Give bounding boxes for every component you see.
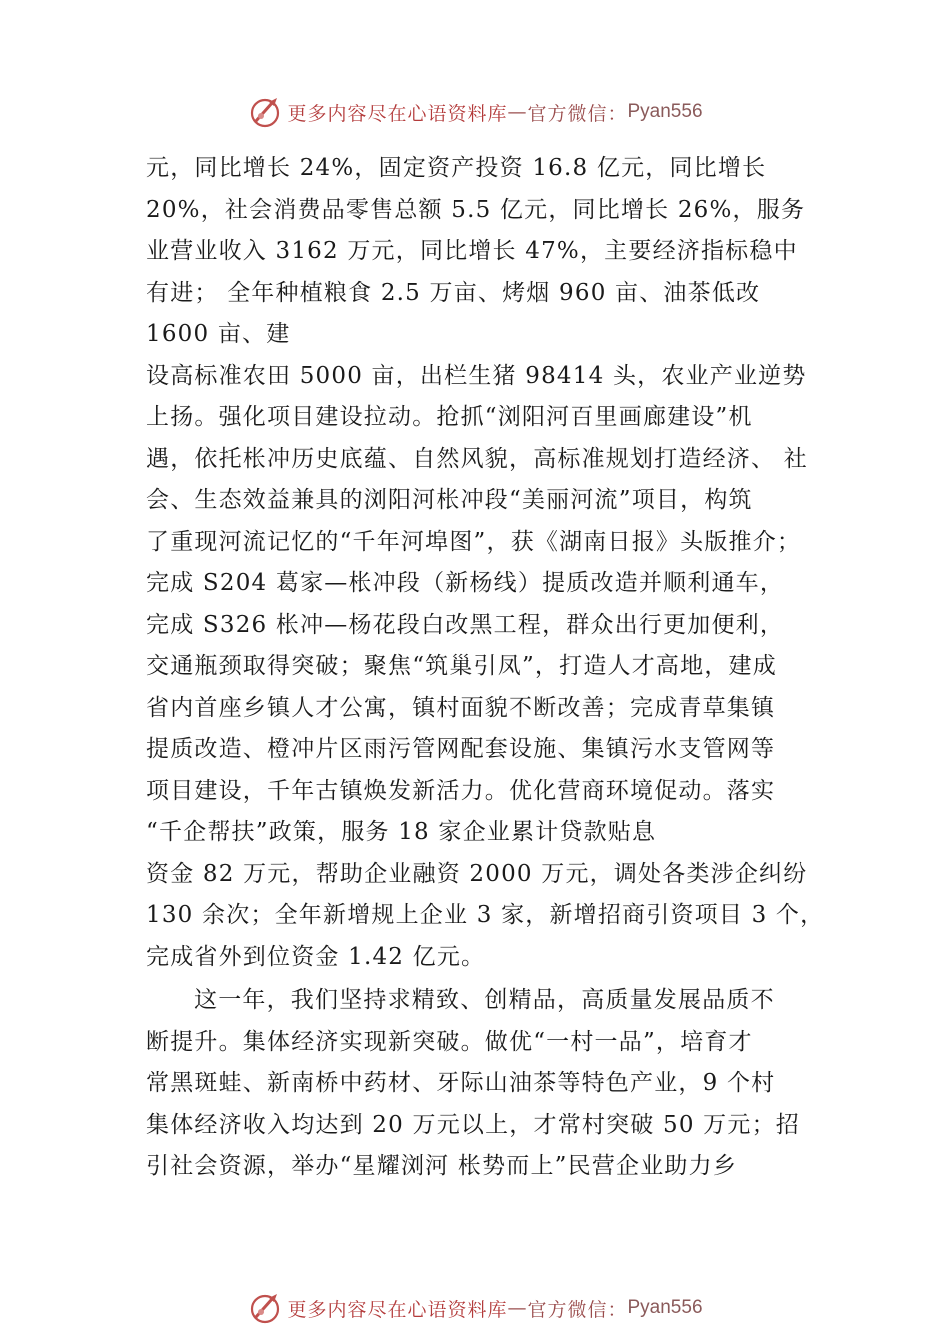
header-banner-text: 更多内容尽在心语资料库 xyxy=(287,102,508,125)
body-line: 完成 S326 枨冲—杨花段白改黑工程，群众出行更加便利， xyxy=(146,611,785,638)
body-line: 交通瓶颈取得突破；聚焦“筑巢引凤”，打造人才高地，建成 xyxy=(146,653,777,679)
body-line: 提质改造、橙冲片区雨污管网配套设施、集镇污水支管网等 xyxy=(146,736,776,762)
footer-wechat-id: Pyan556 xyxy=(627,1297,703,1318)
brand-logo-icon xyxy=(247,1290,283,1326)
header-dash: — xyxy=(507,101,528,123)
body-line: 集体经济收入均达到 20 万元以上，才常村突破 50 万元；招 xyxy=(146,1111,800,1138)
header-wechat-id: Pyan556 xyxy=(627,101,703,122)
document-body xyxy=(146,148,826,1188)
footer-banner-text: 更多内容尽在心语资料库 xyxy=(287,1298,508,1321)
paragraph-start-line: 这一年，我们坚持求精致、创精品，高质量发展品质不 xyxy=(194,987,775,1013)
body-line: 20%，社会消费品零售总额 5.5 亿元，同比增长 26%，服务 xyxy=(146,196,806,223)
header-wechat-label: 官方微信： xyxy=(527,102,628,125)
body-line: 常黑斑蛙、新南桥中药材、牙际山油茶等特色产业，9 个村 xyxy=(146,1070,776,1096)
body-line: 了重现河流记忆的“千年河埠图”，获《湖南日报》头版推介； xyxy=(146,528,802,555)
body-line: 130 余次；全年新增规上企业 3 家，新增招商引资项目 3 个， xyxy=(146,902,825,928)
body-line: 引社会资源，举办“星耀浏河 枨势而上”民营企业助力乡 xyxy=(146,1153,738,1179)
body-line: 元，同比增长 24%，固定资产投资 16.8 亿元，同比增长 xyxy=(146,155,767,181)
body-line: 省内首座乡镇人才公寓，镇村面貌不断改善；完成青草集镇 xyxy=(146,694,776,721)
footer-wechat-label: 官方微信： xyxy=(527,1298,628,1321)
body-line: 断提升。集体经济实现新突破。做优“一村一品”，培育才 xyxy=(146,1028,753,1055)
body-line: 1600 亩、建 xyxy=(146,321,291,347)
body-line: 完成省外到位资金 1.42 亿元。 xyxy=(146,943,486,970)
body-line: 业营业收入 3162 万元，同比增长 47%，主要经济指标稳中 xyxy=(146,238,798,264)
body-line: “千企帮扶”政策，服务 18 家企业累计贷款贴息 xyxy=(146,819,657,845)
body-line: 会、生态效益兼具的浏阳河枨冲段“美丽河流”项目，构筑 xyxy=(146,487,753,513)
body-line: 遇，依托枨冲历史底蕴、自然风貌，高标准规划打造经济、 社 xyxy=(146,445,808,472)
body-line: 资金 82 万元，帮助企业融资 2000 万元，调处各类涉企纠纷 xyxy=(146,860,808,887)
body-line: 设高标准农田 5000 亩，出栏生猪 98414 头，农业产业逆势 xyxy=(146,362,807,389)
header-banner xyxy=(0,92,950,132)
body-line: 上扬。强化项目建设拉动。抢抓“浏阳河百里画廊建设”机 xyxy=(146,404,753,430)
footer-banner xyxy=(0,1288,950,1328)
body-line: 项目建设，千年古镇焕发新活力。优化营商环境促动。落实 xyxy=(146,777,776,804)
footer-dash: — xyxy=(507,1297,528,1319)
body-line: 有进； 全年种植粮食 2.5 万亩、烤烟 960 亩、油茶低改 xyxy=(146,279,761,306)
brand-logo-icon xyxy=(247,94,283,130)
body-line: 完成 S204 葛家—枨冲段（新杨线）提质改造并顺利通车， xyxy=(146,570,785,596)
